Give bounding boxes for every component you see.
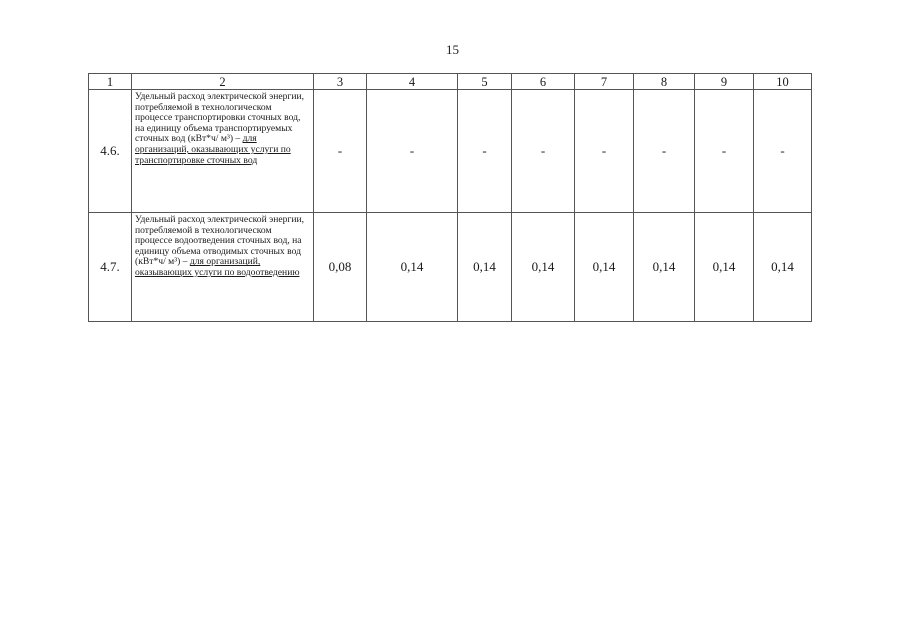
- value-cell: 0,14: [634, 213, 695, 322]
- description-scope: для организаций, оказывающих услуги по транспортировке сточных вод: [135, 133, 291, 166]
- column-header: 9: [695, 74, 754, 90]
- value-cell: 0,14: [512, 213, 575, 322]
- column-header: 10: [754, 74, 812, 90]
- table-row: [89, 90, 812, 213]
- table-header-row: [89, 74, 812, 90]
- value-cell: 0,14: [695, 213, 754, 322]
- column-header: 1: [89, 74, 132, 90]
- value-cell: -: [695, 90, 754, 213]
- value-cell: -: [634, 90, 695, 213]
- column-header: 7: [575, 74, 634, 90]
- column-header: 5: [458, 74, 512, 90]
- row-number: 4.6.: [89, 90, 132, 213]
- value-cell: -: [367, 90, 458, 213]
- column-header: 2: [132, 74, 314, 90]
- value-cell: 0,08: [314, 213, 367, 322]
- description-scope: для организаций, оказывающих услуги по водоотведению: [135, 256, 300, 278]
- row-description: [132, 90, 314, 213]
- value-cell: -: [314, 90, 367, 213]
- column-header: 4: [367, 74, 458, 90]
- row-number: 4.7.: [89, 213, 132, 322]
- column-header: 6: [512, 74, 575, 90]
- value-cell: -: [458, 90, 512, 213]
- value-cell: 0,14: [575, 213, 634, 322]
- description-text: Удельный расход электрической энергии, потребляемой в технологическом процессе транспортировки сточных вод, на единицу объема транспортируемых сточных вод (кВт*ч/ м³) –: [135, 91, 305, 145]
- page-number: 15: [446, 42, 459, 57]
- description-text: Удельный расход электрической энергии, потребляемой в технологическом процессе водоотведения сточных вод, на единицу объема отводимых сточных вод (кВт*ч/ м³) –: [135, 214, 305, 268]
- row-description: [132, 213, 314, 322]
- value-cell: 0,14: [458, 213, 512, 322]
- value-cell: -: [512, 90, 575, 213]
- value-cell: -: [754, 90, 812, 213]
- indicators-table: [88, 73, 812, 322]
- value-cell: 0,14: [367, 213, 458, 322]
- table-row: [89, 213, 812, 322]
- column-header: 8: [634, 74, 695, 90]
- value-cell: 0,14: [754, 213, 812, 322]
- column-header: 3: [314, 74, 367, 90]
- value-cell: -: [575, 90, 634, 213]
